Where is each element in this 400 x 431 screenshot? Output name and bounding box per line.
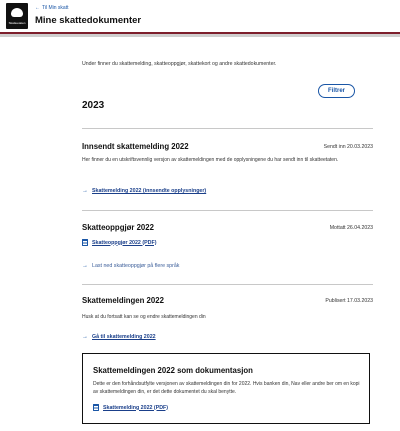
back-link[interactable]: [35, 5, 68, 11]
back-link-label: Til Min skatt: [42, 5, 69, 11]
link-label: Skatteoppgjør 2022 (PDF): [92, 239, 157, 246]
intro-text: Under finner du skattemelding, skatteoppgjør, skattekort og andre skattedokumenter.: [82, 61, 277, 67]
card-description: Dette er den forhåndsutfylte versjonen av skattemeldingen din for 2022. Hvis banken din, Nav eller andre ber om en kopi av skattemeldingen din, er det dette dokumentet du skal benytte.: [93, 381, 360, 395]
filter-button[interactable]: Filtrer: [318, 84, 355, 98]
arrow-right-icon: →: [82, 334, 88, 340]
card-title: Skattemeldingen 2022: [82, 296, 164, 305]
year-heading: 2023: [82, 100, 105, 111]
skatteetaten-logo[interactable]: [6, 3, 28, 29]
card-date: Mottatt 26.04.2023: [329, 225, 373, 231]
card-title: Skatteoppgjør 2022: [82, 223, 154, 232]
link-label: Last ned skatteoppgjør på flere språk: [92, 263, 180, 269]
page-header: [0, 0, 400, 32]
documentation-card: [82, 353, 370, 424]
card-date: Sendt inn 20.03.2023: [323, 144, 373, 150]
page-title: Mine skattedokumenter: [35, 15, 142, 26]
submitted-tax-return-link[interactable]: [82, 188, 206, 194]
divider: [82, 128, 373, 129]
document-icon: [93, 404, 99, 411]
link-label: Gå til skattemelding 2022: [92, 334, 156, 340]
arrow-right-icon: →: [82, 263, 88, 269]
card-title: Skattemeldingen 2022 som dokumentasjon: [93, 366, 253, 375]
download-languages-link[interactable]: [82, 263, 179, 269]
brand-stripe-shadow: [0, 34, 400, 37]
link-label: Skattemelding 2022 (PDF): [103, 404, 169, 411]
divider: [82, 210, 373, 211]
link-label: Skattemelding 2022 (innsendte opplysninger): [92, 188, 207, 194]
document-icon: [82, 239, 88, 246]
card-description: Husk at du fortsatt kan se og endre skattemeldingen din: [82, 314, 206, 320]
arrow-right-icon: →: [82, 188, 88, 194]
go-to-tax-return-link[interactable]: [82, 334, 156, 340]
card-title: Innsendt skattemelding 2022: [82, 142, 189, 151]
arrow-left-icon: ←: [35, 5, 40, 11]
card-description: Her finner du en utskriftsvennlig versjon av skattemeldingen med de opplysningene du har sendt inn til skatteetaten.: [82, 157, 339, 163]
logo-text: Skatteetaten: [8, 21, 26, 25]
tax-settlement-pdf-link[interactable]: [82, 239, 156, 246]
divider: [82, 284, 373, 285]
tax-return-pdf-link[interactable]: [93, 404, 168, 411]
card-date: Publisert 17.03.2023: [325, 298, 373, 304]
crown-mark-icon: [11, 8, 23, 17]
